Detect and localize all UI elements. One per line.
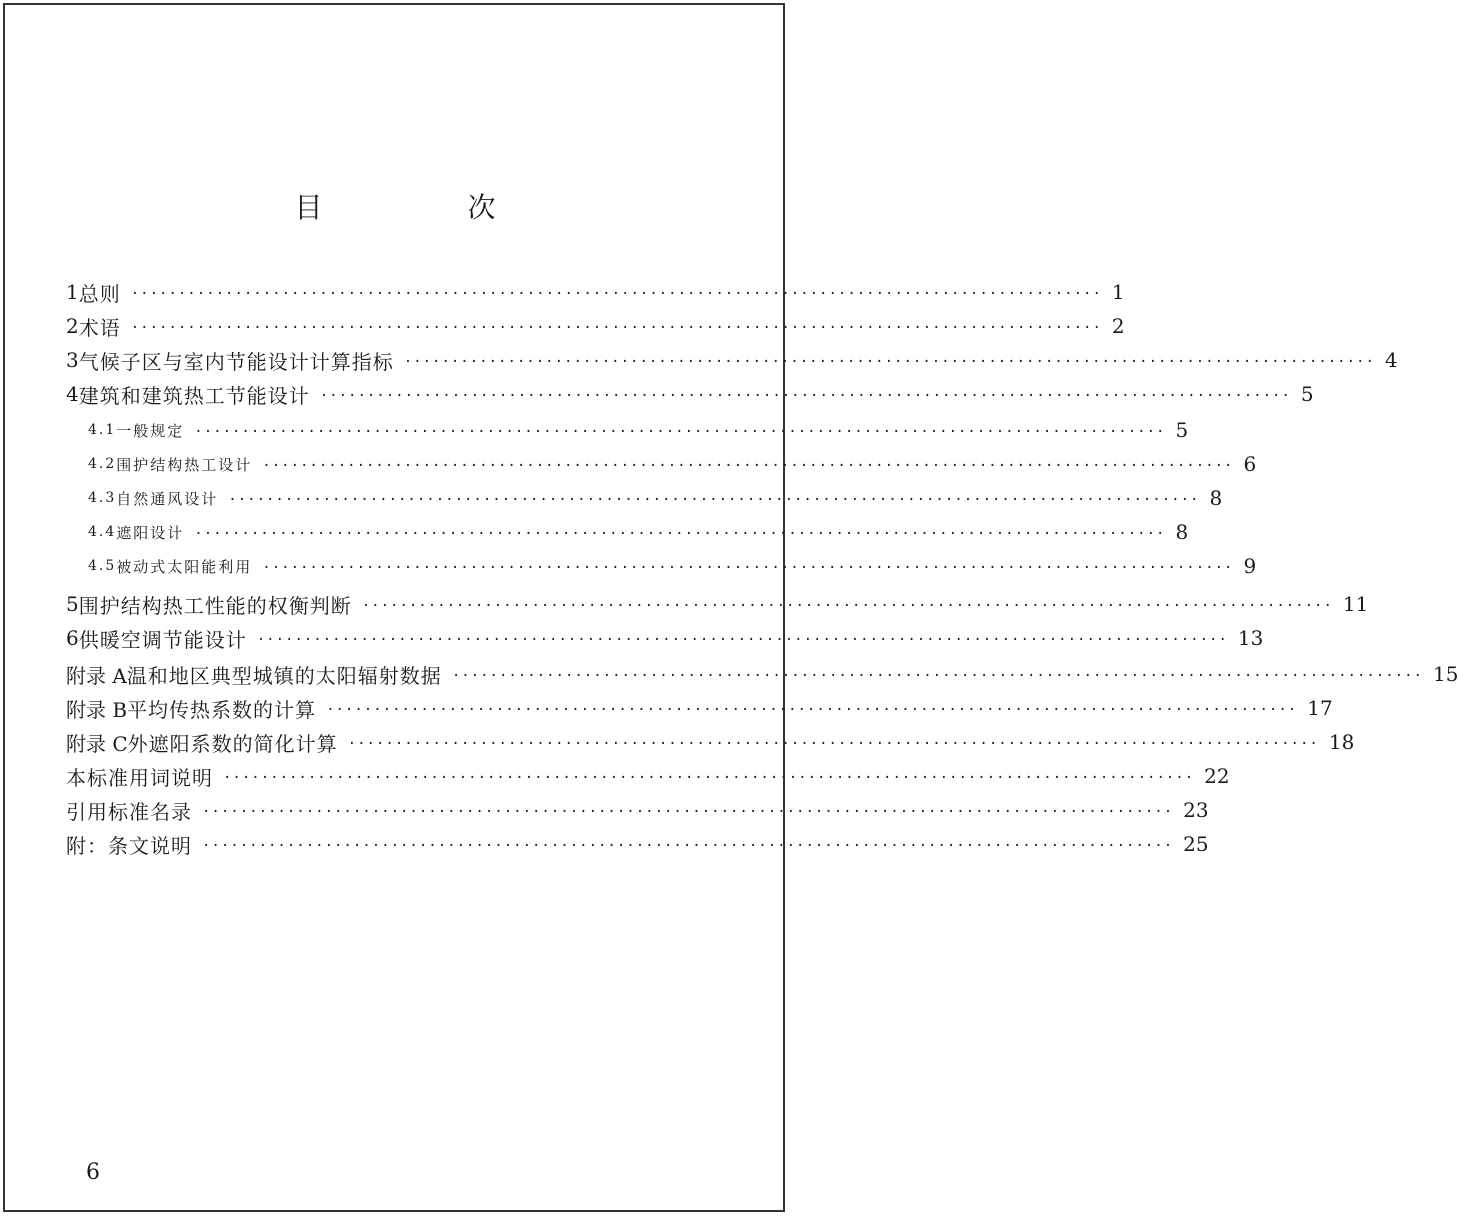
toc-entry-terms-explanation[interactable]: [66, 759, 1230, 793]
toc-leader-dots: ·······································································································: [194, 526, 1166, 542]
toc-entry-title: 供暖空调节能设计: [78, 627, 247, 652]
toc-entry-number: 5: [66, 592, 79, 616]
toc-entry-2[interactable]: [66, 309, 1125, 343]
toc-entry-page: 11: [1342, 592, 1369, 616]
toc-entry-number: 附录 B: [66, 697, 128, 722]
toc-entry-title: 本标准用词说明: [66, 765, 213, 790]
toc-leader-dots: ·······································································································: [194, 424, 1166, 440]
toc-entry-page: 2: [1111, 314, 1125, 338]
toc-entry-4-5[interactable]: [88, 549, 1257, 583]
toc-entry-5[interactable]: [66, 587, 1369, 621]
toc-entry-page: 8: [1209, 486, 1223, 510]
toc-entry-page: 17: [1307, 696, 1333, 720]
toc-entry-number: 3: [66, 348, 79, 372]
toc-entry-appendix-a[interactable]: [66, 657, 1458, 691]
toc-entry-number: 6: [66, 626, 79, 650]
toc-entry-number: 4.5: [88, 558, 117, 574]
toc-leader-dots: ·······································································································: [262, 560, 1234, 576]
toc-leader-dots: ·······································································································: [223, 770, 1195, 786]
toc-leader-dots: ·······································································································: [319, 388, 1291, 404]
toc-entry-page: 8: [1175, 520, 1189, 544]
toc-entry-number: 4.3: [88, 490, 117, 506]
toc-entry-title: 术语: [78, 315, 121, 340]
toc-entry-page: 18: [1328, 730, 1355, 754]
toc-entry-page: 5: [1300, 382, 1314, 406]
toc-leader-dots: ·······································································································: [347, 736, 1319, 752]
toc-leader-dots: ·······································································································: [326, 702, 1298, 718]
toc-leader-dots: ·······································································································: [451, 668, 1423, 684]
page-number: 6: [86, 1160, 100, 1185]
toc-leader-dots: ·······································································································: [130, 286, 1102, 302]
toc-leader-dots: ·······································································································: [202, 804, 1174, 820]
toc-entry-page: 1: [1111, 280, 1125, 304]
toc-entry-number: 4.2: [88, 456, 117, 472]
toc-leader-dots: ·······································································································: [361, 598, 1333, 614]
toc-entry-title: 引用标准名录: [66, 799, 192, 824]
toc-entry-title: 围护结构热工设计: [116, 455, 253, 474]
toc-entry-page: 22: [1204, 764, 1230, 788]
toc-leader-dots: ·······································································································: [256, 632, 1228, 648]
toc-leader-dots: ·······································································································: [262, 458, 1234, 474]
page-title: 目 次: [294, 191, 564, 224]
toc-entry-title: 建筑和建筑热工节能设计: [78, 383, 310, 408]
toc-entry-page: 13: [1237, 626, 1264, 650]
toc-leader-dots: ·······································································································: [130, 320, 1102, 336]
toc-leader-dots: ·······································································································: [228, 492, 1200, 508]
toc-entry-page: 9: [1243, 554, 1257, 578]
toc-entry-number: 附录 A: [66, 663, 127, 688]
toc-entry-title: 总则: [78, 281, 121, 306]
toc-entry-number: 4: [66, 382, 79, 406]
toc-entry-page: 25: [1183, 832, 1209, 856]
toc-entry-number: 4.4: [88, 524, 117, 540]
toc-entry-number: 2: [66, 314, 79, 338]
toc-entry-title: 一般规定: [116, 421, 185, 440]
toc-entry-title: 外遮阳系数的简化计算: [127, 731, 338, 756]
toc-entry-page: 4: [1384, 348, 1398, 372]
toc-entry-appendix-b[interactable]: [66, 691, 1333, 725]
toc-entry-referenced-standards[interactable]: [66, 793, 1209, 827]
toc-entry-4-4[interactable]: [88, 515, 1189, 549]
toc-entry-appendix-c[interactable]: [66, 725, 1355, 759]
toc-entry-number: 1: [66, 280, 79, 304]
toc-entry-title: 被动式太阳能利用: [116, 557, 253, 576]
toc-entry-number: 附录 C: [66, 731, 128, 756]
toc-leader-dots: ·······································································································: [202, 838, 1174, 854]
toc-entry-3[interactable]: [66, 343, 1398, 377]
toc-entry-page: 23: [1183, 798, 1209, 822]
toc-entry-6[interactable]: [66, 621, 1264, 655]
toc-entry-4-3[interactable]: [88, 481, 1223, 515]
toc-entry-title: 自然通风设计: [116, 489, 219, 508]
toc-entry-4[interactable]: [66, 377, 1314, 411]
toc-entry-title: 温和地区典型城镇的太阳辐射数据: [126, 663, 442, 688]
toc-entry-page: 5: [1175, 418, 1189, 442]
toc-entry-title: 气候子区与室内节能设计计算指标: [78, 349, 394, 374]
toc-entry-title: 附：条文说明: [66, 833, 192, 858]
toc-entry-title: 平均传热系数的计算: [127, 697, 317, 722]
toc-entry-title: 遮阳设计: [116, 523, 185, 542]
toc-leader-dots: ·······································································································: [403, 354, 1375, 370]
toc-entry-4-2[interactable]: [88, 447, 1257, 481]
toc-entry-article-explanation[interactable]: [66, 827, 1209, 861]
toc-entry-title: 围护结构热工性能的权衡判断: [78, 593, 352, 618]
toc-entry-4-1[interactable]: [88, 413, 1189, 447]
toc-entry-page: 6: [1243, 452, 1257, 476]
toc-entry-number: 4.1: [88, 422, 117, 438]
toc-entry-page: 15: [1432, 662, 1458, 686]
toc-entry-1[interactable]: [66, 275, 1125, 309]
